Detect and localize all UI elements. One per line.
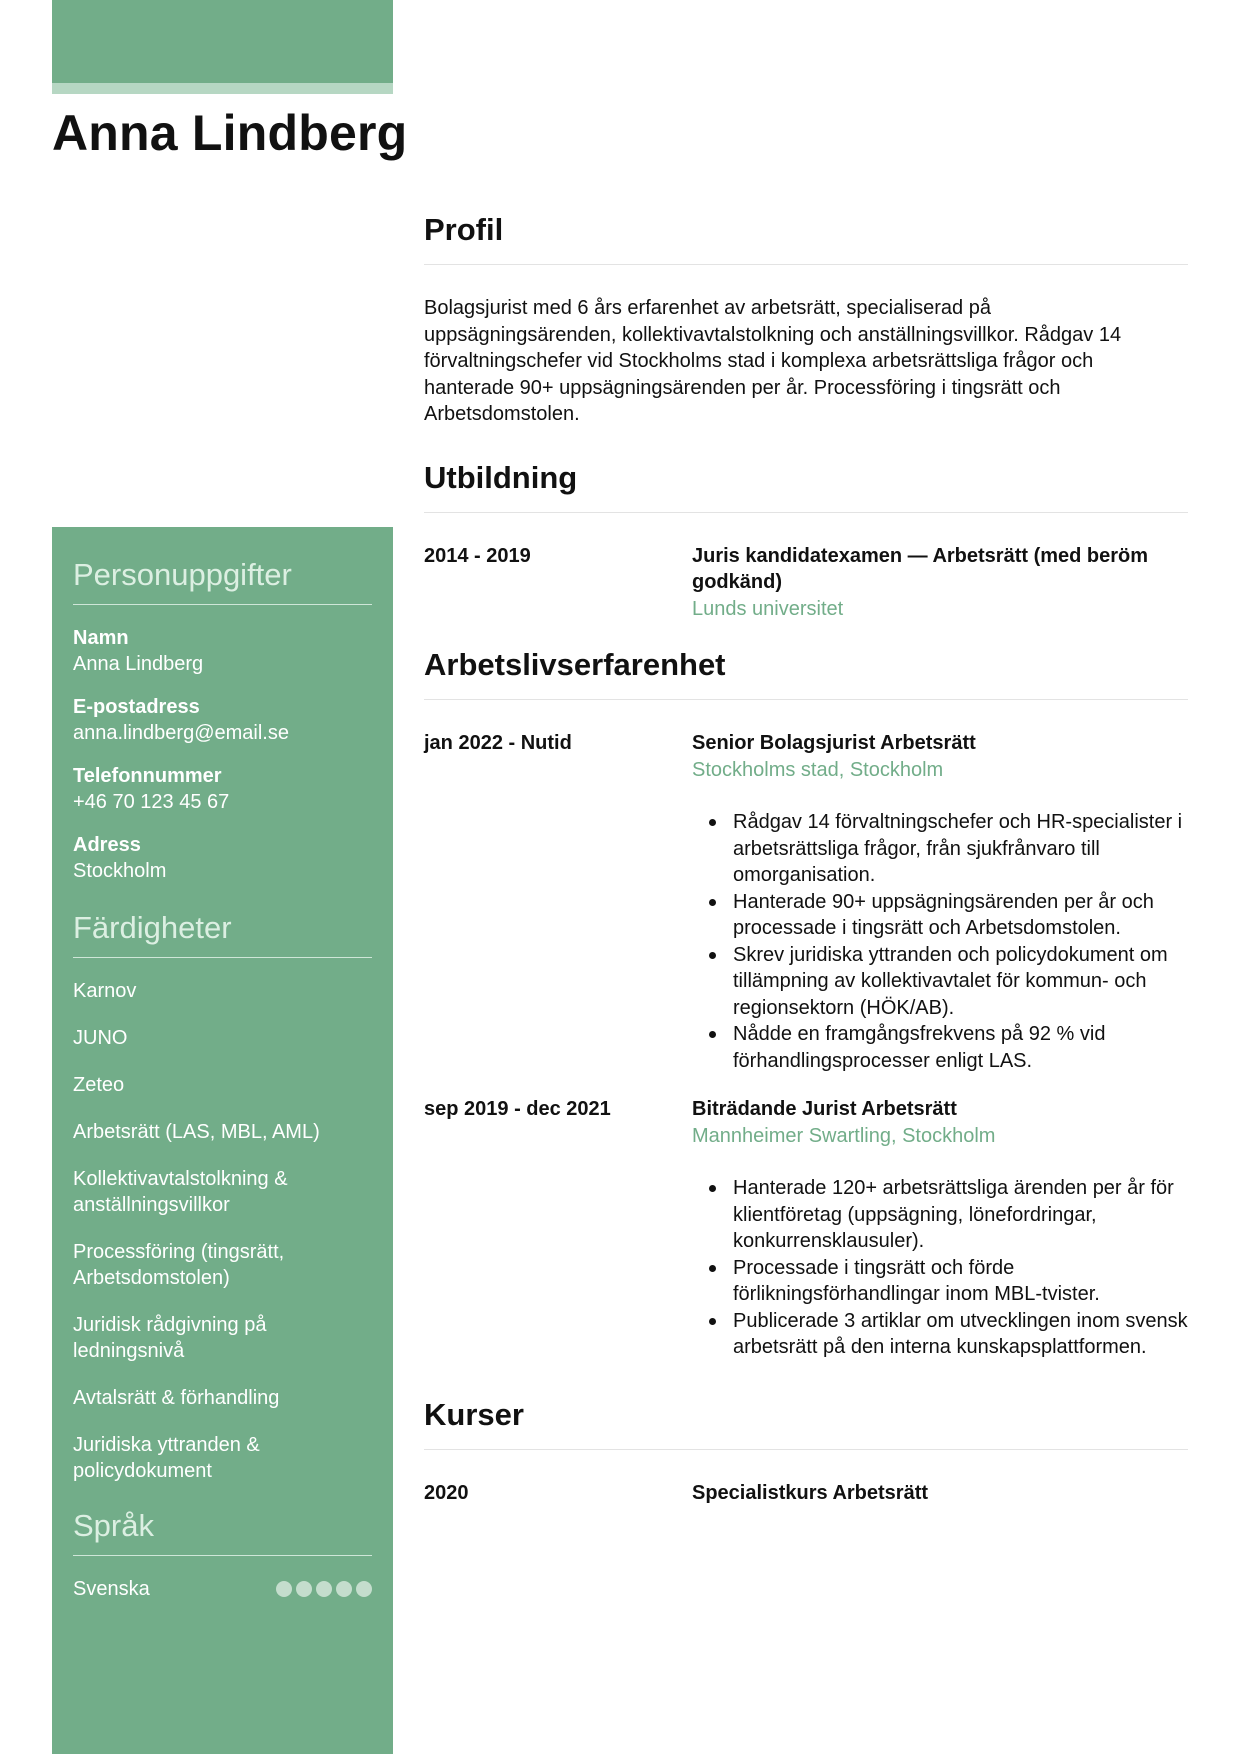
field-value: Anna Lindberg <box>73 653 204 675</box>
entry-body <box>692 543 1188 623</box>
entry-body <box>692 1096 1188 1361</box>
job-bullets <box>692 809 1188 1074</box>
bullet-item: Processade i tingsrätt och förde förlikningsförhandlingar inom MBL-tvister. <box>692 1255 1188 1308</box>
courses-heading: Kurser <box>424 1397 1188 1450</box>
phone-value: +46 70 123 45 67 <box>73 791 230 813</box>
job-title: Biträdande Jurist Arbetsrätt <box>692 1098 957 1120</box>
bullet-item: Hanterade 120+ arbetsrättsliga ärenden per år för klientföretag (uppsägning, lönefordringar, konkurrensklausuler). <box>692 1175 1188 1255</box>
education-heading: Utbildning <box>424 460 1188 513</box>
job-title: Senior Bolagsjurist Arbetsrätt <box>692 732 976 754</box>
course-entry <box>424 1480 1188 1507</box>
entry-date: jan 2022 - Nutid <box>424 732 572 754</box>
bullet-item: Rådgav 14 förvaltningschefer och HR-specialister i arbetsrättsliga frågor, från sjukfrånvaro till omorganisation. <box>692 809 1188 889</box>
level-dot <box>276 1581 292 1597</box>
education-entry <box>424 543 1188 623</box>
job-bullets <box>692 1175 1188 1361</box>
sidebar <box>52 527 393 1754</box>
main-content <box>424 212 1188 1528</box>
skill-item: JUNO <box>73 1027 128 1049</box>
skill-item: Arbetsrätt (LAS, MBL, AML) <box>73 1121 320 1143</box>
language-level-dots <box>276 1581 372 1597</box>
email-value: anna.lindberg@email.se <box>73 722 289 744</box>
entry-body <box>692 1480 1188 1507</box>
field-label: Telefonnummer <box>73 765 222 787</box>
skill-item: Karnov <box>73 980 137 1002</box>
level-dot <box>336 1581 352 1597</box>
job-entry <box>424 1096 1188 1361</box>
field-label: Adress <box>73 834 141 856</box>
language-name: Svenska <box>73 1578 150 1600</box>
skills-heading: Färdigheter <box>73 910 372 958</box>
skill-item: Juridisk rådgivning på ledningsnivå <box>73 1314 267 1362</box>
profile-heading: Profil <box>424 212 1188 265</box>
entry-body <box>692 730 1188 1074</box>
field-phone <box>73 763 372 815</box>
skill-item: Juridiska yttranden & policydokument <box>73 1434 260 1482</box>
bullet-item: Skrev juridiska yttranden och policydokument om tillämpning av kollektivavtalet för kommun- och regionsektorn (HÖK/AB). <box>692 942 1188 1022</box>
field-label: E-postadress <box>73 696 200 718</box>
level-dot <box>296 1581 312 1597</box>
profile-text: Bolagsjurist med 6 års erfarenhet av arbetsrätt, specialiserad på uppsägningsärenden, kollektivavtalstolkning och anställningsvillkor. Rådgav 14 förvaltningschefer vid Stockholms stad i komplexa arbetsrättsliga frågor och hanterade 90+ uppsägningsärenden per år. Processföring i tingsrätt och Arbetsdomstolen. <box>424 297 1122 425</box>
education-section <box>424 460 1188 623</box>
courses-section <box>424 1397 1188 1507</box>
level-dot <box>356 1581 372 1597</box>
personal-info-heading: Personuppgifter <box>73 557 372 605</box>
entry-date: 2014 - 2019 <box>424 544 531 567</box>
skill-item: Processföring (tingsrätt, Arbetsdomstolen) <box>73 1241 285 1289</box>
entry-date: 2020 <box>424 1481 469 1504</box>
field-name <box>73 625 372 677</box>
address-value: Stockholm <box>73 860 167 882</box>
skill-item: Kollektivavtalstolkning & anställningsvillkor <box>73 1168 288 1216</box>
skill-item: Zeteo <box>73 1074 125 1096</box>
field-address <box>73 832 372 884</box>
field-email <box>73 694 372 746</box>
candidate-name: Anna Lindberg <box>52 105 408 161</box>
degree-title: Juris kandidatexamen — Arbetsrätt (med beröm godkänd) <box>692 544 1149 593</box>
school-name: Lunds universitet <box>692 597 844 620</box>
bullet-item: Nådde en framgångsfrekvens på 92 % vid förhandlingsprocesser enligt LAS. <box>692 1021 1188 1074</box>
job-entry <box>424 730 1188 1074</box>
employer-name: Stockholms stad, Stockholm <box>692 758 944 781</box>
skill-item: Avtalsrätt & förhandling <box>73 1387 280 1409</box>
course-title: Specialistkurs Arbetsrätt <box>692 1481 929 1504</box>
bullet-item: Hanterade 90+ uppsägningsärenden per år och processade i tingsrätt och Arbetsdomstolen. <box>692 889 1188 942</box>
level-dot <box>316 1581 332 1597</box>
employer-name: Mannheimer Swartling, Stockholm <box>692 1124 996 1147</box>
field-label: Namn <box>73 627 129 649</box>
experience-heading: Arbetslivserfarenhet <box>424 647 1188 700</box>
experience-section <box>424 647 1188 1361</box>
profile-section <box>424 212 1188 428</box>
languages-heading: Språk <box>73 1508 372 1556</box>
bullet-item: Publicerade 3 artiklar om utvecklingen inom svensk arbetsrätt på den interna kunskapsplattformen. <box>692 1308 1188 1361</box>
language-row <box>73 1576 372 1602</box>
entry-date: sep 2019 - dec 2021 <box>424 1098 611 1120</box>
header-accent-strip <box>52 83 393 94</box>
header-accent-block <box>52 0 393 83</box>
